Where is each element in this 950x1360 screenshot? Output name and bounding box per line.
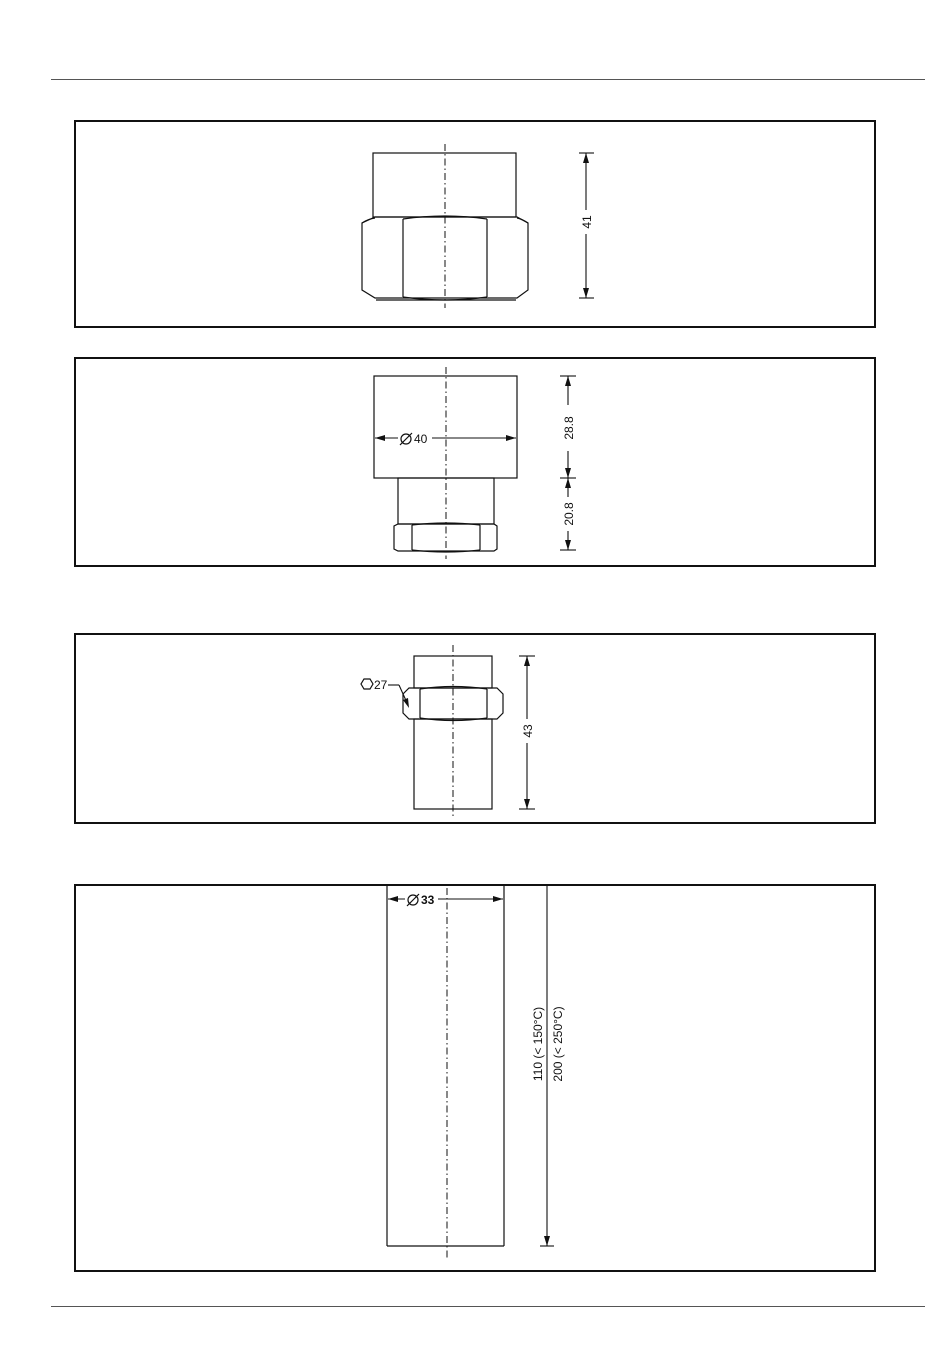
top-rule <box>51 79 925 80</box>
diameter-symbol-icon <box>400 433 412 445</box>
drawing-panel-3 <box>74 633 876 824</box>
diameter-dimension <box>388 893 503 907</box>
height-label: 43 <box>521 724 535 738</box>
diameter-label: 33 <box>421 893 435 907</box>
lower-height-label: 20.8 <box>562 502 576 526</box>
length-label-short: 110 (< 150°C) <box>531 1006 545 1082</box>
hex-size-dimension <box>361 678 409 708</box>
hex-size-label: 27 <box>374 678 388 692</box>
probe-tube-view <box>76 886 878 1274</box>
height-label: 41 <box>580 215 594 229</box>
drawing-panel-2 <box>74 357 876 567</box>
height-dimension <box>519 656 535 809</box>
nut-side-view <box>76 122 878 330</box>
diameter-label: 40 <box>414 432 428 446</box>
height-dimensions <box>560 376 576 550</box>
drawing-panel-1 <box>74 120 876 328</box>
length-dimension <box>531 886 565 1246</box>
upper-height-label: 28.8 <box>562 416 576 440</box>
bottom-rule <box>51 1306 925 1307</box>
length-label-long: 200 (< 250°C) <box>551 1006 565 1082</box>
adapter-view <box>76 635 878 826</box>
diameter-symbol-icon <box>407 894 419 906</box>
height-dimension <box>579 153 594 298</box>
drawing-panel-4 <box>74 884 876 1272</box>
hex-symbol-icon <box>361 679 373 689</box>
sensor-body-view <box>76 359 878 569</box>
